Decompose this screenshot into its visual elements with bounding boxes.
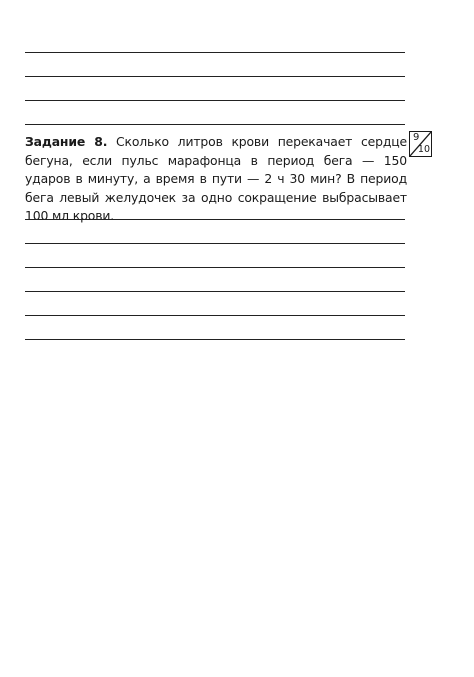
answer-line (25, 219, 405, 220)
score-box (409, 131, 432, 157)
answer-line (25, 315, 405, 316)
answer-line (25, 291, 405, 292)
answer-line (25, 243, 405, 244)
answer-line (25, 52, 405, 53)
score-total: 10 (417, 144, 430, 155)
answer-line (25, 339, 405, 340)
task-statement (25, 133, 407, 226)
answer-line (25, 76, 405, 77)
answer-line (25, 100, 405, 101)
score-points: 9 (413, 132, 420, 143)
answer-line (25, 124, 405, 125)
task-text: Сколько литров крови перекачает сердце бегуна, если пульс марафонца в период бега — 150 ударов в минуту, а время в пути — 2 ч 30 мин? В период бега левый желудочек за одно сокращение выбрасывает 100 мл крови. (25, 134, 407, 223)
answer-line (25, 267, 405, 268)
task-label: Задание 8. (25, 134, 108, 149)
